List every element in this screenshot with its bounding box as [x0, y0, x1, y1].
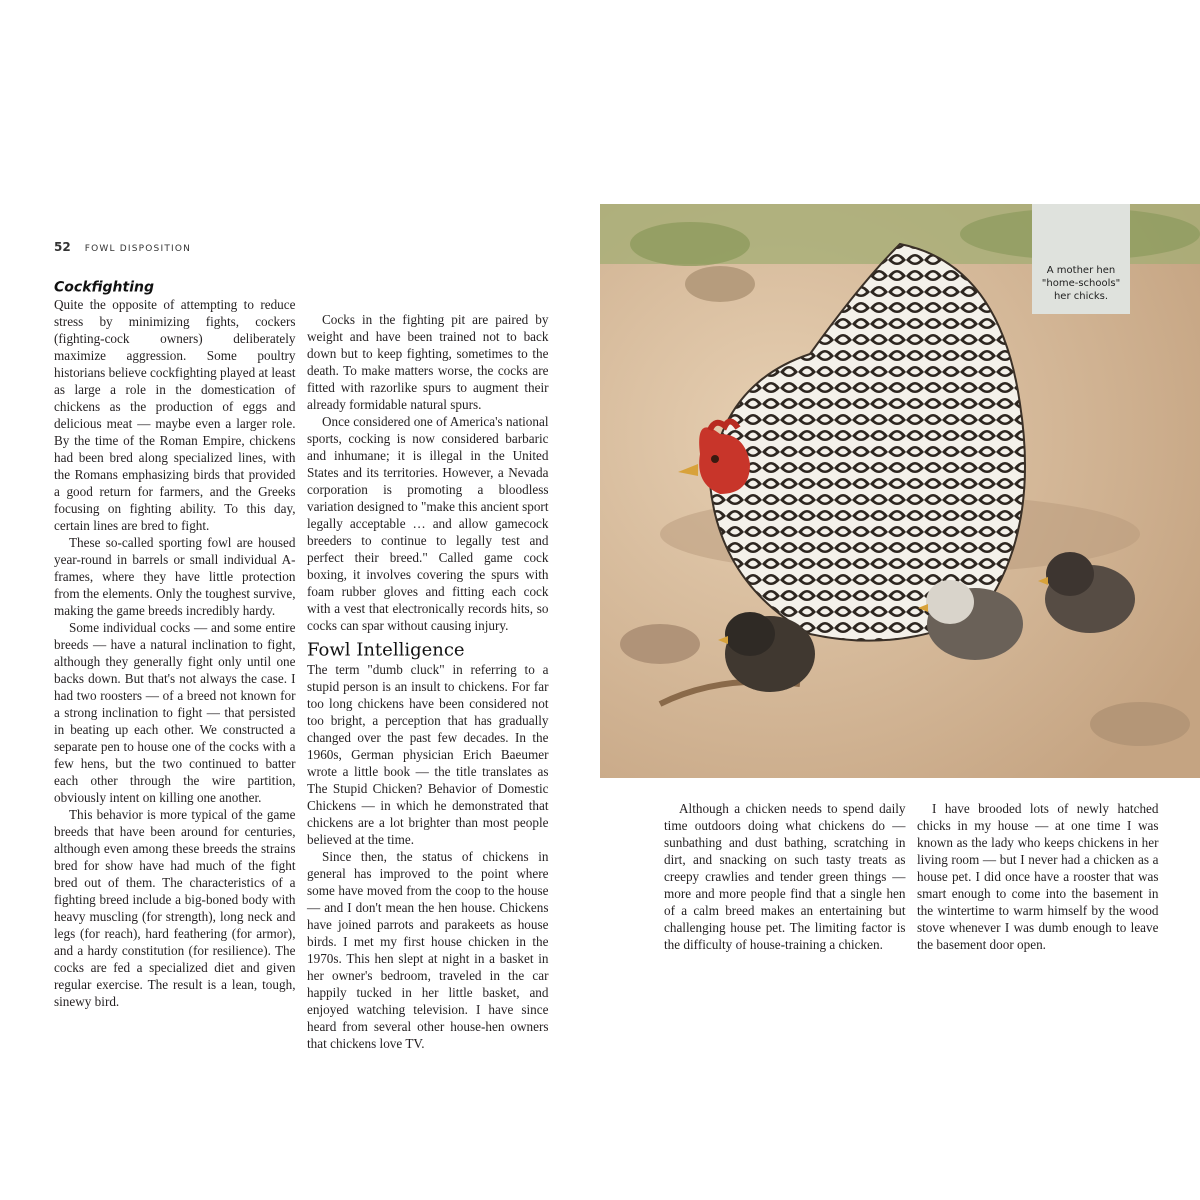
page-number: 52	[54, 240, 71, 254]
page-header	[54, 240, 191, 254]
paragraph: Once considered one of America's national sports, cocking is now considered barbaric and inhumane; it is illegal in the United States and its territories. However, a Nevada corporation is promoting a bloodless variation designed to "make this ancient sport legally acceptable … and allow gamecock breeders to continue to legally test and perfect their breed." Called game cock boxing, it involves covering the spurs with foam rubber gloves and fitting each cock with a vest that electronically records hits, so cocks can spar without causing injury.	[307, 414, 549, 633]
paragraph: I have brooded lots of newly hatched chicks in my house — at one time I was known as the lady who keeps chickens in her living room — but I never had a chicken as a house pet. I did once have a rooster that was smart enough to come into the basement in the wintertime to warm himself by the wood stove whenever I was dumb enough to leave the basement door open.	[917, 801, 1159, 952]
heading-fowl-intelligence: Fowl Intelligence	[307, 639, 465, 660]
paragraph: These so-called sporting fowl are housed year-round in barrels or small individual A-frames, where they have little protection from the elements. Only the toughest survive, making the game breeds incredibly hardy.	[54, 535, 296, 618]
photo-caption: A mother hen "home-schools" her chicks.	[1032, 204, 1130, 314]
paragraph: Since then, the status of chickens in general has improved to the point where some have moved from the coop to the house — and I don't mean the hen house. Chickens have joined parrots and parakeets as house birds. I met my first house chicken in the 1970s. This hen slept at night in a basket in her owner's bedroom, traveled in the car happily tucked in her little basket, and enjoyed watching television. I have since heard from several other house-hen owners that chickens love TV.	[307, 849, 549, 1051]
running-head: FOWL DISPOSITION	[84, 244, 192, 254]
paragraph: Cocks in the fighting pit are paired by weight and have been trained not to back down but to keep fighting, sometimes to the death. To make matters worse, the cocks are fitted with razorlike spurs to augment their already formidable natural spurs.	[307, 312, 549, 412]
text-column-1	[54, 278, 296, 1010]
subheading-cockfighting: Cockfighting	[54, 278, 154, 295]
text-column-4	[917, 800, 1159, 953]
paragraph: Quite the opposite of attempting to reduce stress by minimizing fights, cockers (fighting-cock owners) deliberately maximize aggression. Some poultry historians believe cockfighting played at least as large a role in the domestication of chickens as the production of eggs and delicious meat — maybe even a larger role. By the time of the Roman Empire, chickens had been bred along specialized lines, with the Romans emphasizing birds that provided a good return for farmers, and the Greeks focusing on fighting ability. To this day, certain lines are bred to fight.	[54, 297, 296, 533]
paragraph: The term "dumb cluck" in referring to a stupid person is an insult to chickens. For far too long chickens have been considered not too bright, a perception that has gradually changed over the past few decades. In the 1960s, German physician Erich Baeumer wrote a little book — the title translates as The Stupid Chicken? Behavior of Domestic Chickens — in which he demonstrated that chickens are a lot brighter than most people believed at the time.	[307, 662, 549, 847]
text-column-3	[664, 800, 906, 953]
paragraph: Although a chicken needs to spend daily time outdoors doing what chickens do — sunbathing and dust bathing, scratching in dirt, and snacking on such tasty treats as creepy crawlies and tender green things — more and more people find that a single hen of a calm breed makes an entertaining but challenging house pet. The limiting factor is the difficulty of house-training a chicken.	[664, 801, 906, 952]
text-column-2	[307, 311, 549, 1052]
paragraph: Some individual cocks — and some entire breeds — have a natural inclination to fight, although they generally fight only until one backs down. But that's not always the case. I had two roosters — of a breed not known for a strong inclination to fight — that persisted in beating up each other. We constructed a separate pen to house one of the cocks with a few hens, but the two continued to batter each other through the wire partition, obviously intent on killing one another.	[54, 620, 296, 805]
paragraph: This behavior is more typical of the game breeds that have been around for centuries, although even among these breeds the strains bred for show have had much of the fight bred out of them. The characteristics of a fighting breed include a big-boned body with heavy muscling (for strength), long neck and legs (for reach), hard feathering (for armor), and a hardy constitution (for resilience). The cocks are fed a specialized diet and given regular exercise. The result is a lean, tough, sinewy bird.	[54, 807, 296, 1009]
